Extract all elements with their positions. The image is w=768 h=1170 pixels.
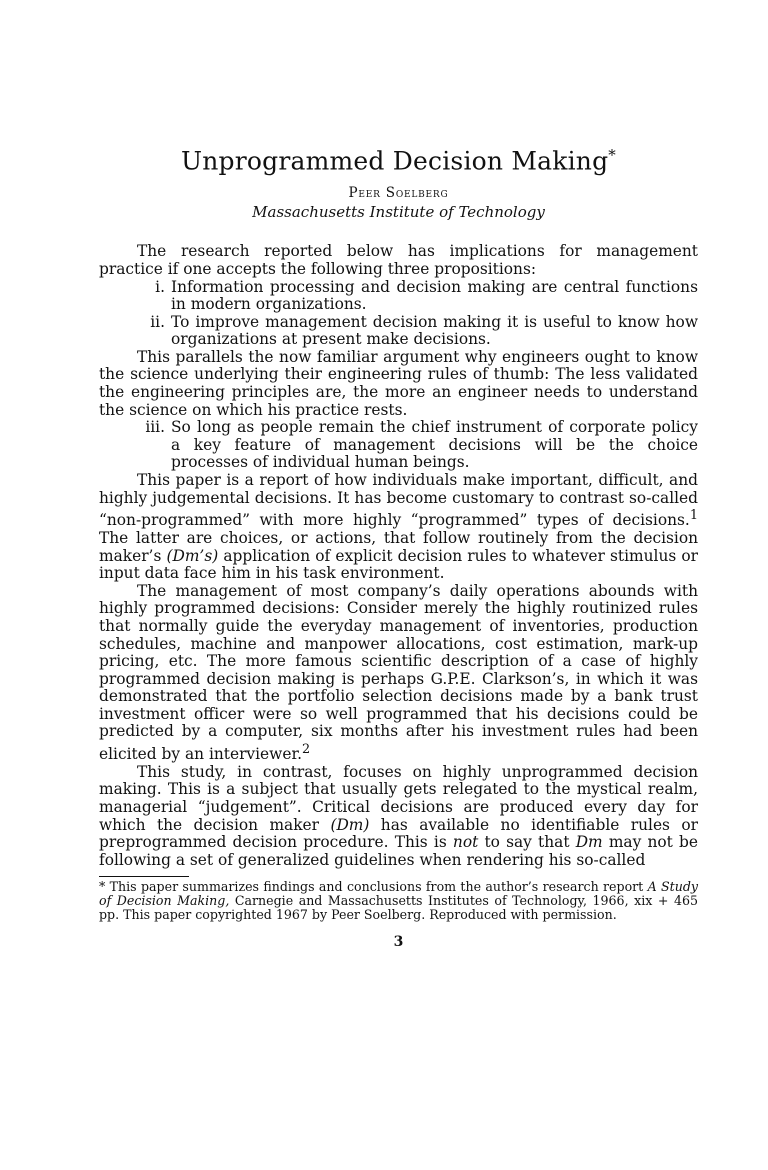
body-paragraph: The management of most company’s daily operations abounds with highly programmed decisions: Consider merely the highly routinized rules that normally guide the everyday management of inventories, production schedules, machine and manpower allocations, cost estimation, mark-up pricing, etc. The more famous scientific description of a case of highly programmed decision making is perhaps G.P.E. Clarkson’s, in which it was demonstrated that the portfolio selection decisions made by a bank trust investment officer were so well programmed that his decisions could be predicted by a computer, six months after his investment rules had been elicited by an interviewer.$^2$ [99, 581, 698, 764]
parallel-paragraph: This parallels the now familiar argument why engineers ought to know the science underlying their engineering rules of thumb: The less validated the engineering principles are, the more an engineer needs to understand the science on which his practice rests. [99, 347, 698, 419]
proposition-text: So long as people remain the chief instrument of corporate policy a key feature of management decisions will be the choice processes of individual human beings. [171, 418, 698, 472]
proposition-text: To improve management decision making it is useful to know how organizations at present make decisions. [171, 312, 698, 349]
proposition-number: iii. [145, 418, 165, 437]
footnote: * This paper summarizes findings and conclusions from the author’s research report A Study of Decision Making, Carnegie and Massachusetts Institutes of Technology, 1966, xix + 465 pp. This paper copyrighted 1967 by Peer Soelberg. Reproduced with permission. [99, 879, 698, 923]
title-footnote-mark: * [608, 146, 616, 164]
author-name: Peer Soelberg [348, 185, 449, 202]
paper-page [0, 146, 768, 1170]
page-number: 3 [393, 934, 404, 951]
proposition-item [99, 314, 698, 349]
footnote-ref: 2 [302, 742, 311, 758]
paper-body [99, 243, 698, 869]
footnote-divider [99, 876, 189, 877]
body-paragraph: This study, in contrast, focuses on highly unprogrammed decision making. This is a subject that usually gets relegated to the mystical realm, managerial “judgement”. Critical decisions are produced every day for which the decision maker (Dm) has available no identifiable rules or preprogrammed decision procedure. This is not to say that Dm may not be following a set of generalized guidelines when rendering his so-called [99, 762, 699, 869]
footnote-ref: 1 [689, 508, 698, 524]
proposition-item [99, 419, 698, 472]
body-paragraph: This paper is a report of how individuals make important, difficult, and highly judgemental decisions. It has become customary to contrast so-called “non-programmed” with more highly “programmed” types of decisions.$^1$ The latter are choices, or actions, that follow routinely from the decision maker’s (Dm’s) application of explicit decision rules to whatever stimulus or input data face him in his task environment. [99, 471, 698, 583]
author-affiliation: Massachusetts Institute of Technology [252, 203, 545, 222]
proposition-number: ii. [150, 312, 165, 331]
proposition-number: i. [155, 277, 165, 296]
intro-paragraph: The research reported below has implications for management practice if one accepts the following three propositions: [99, 242, 698, 278]
proposition-text: Information processing and decision making are central functions in modern organizations. [171, 277, 698, 314]
paper-title: Unprogrammed Decision Making* [180, 146, 616, 176]
proposition-item [99, 279, 698, 314]
footnote-mark: * [99, 879, 106, 895]
